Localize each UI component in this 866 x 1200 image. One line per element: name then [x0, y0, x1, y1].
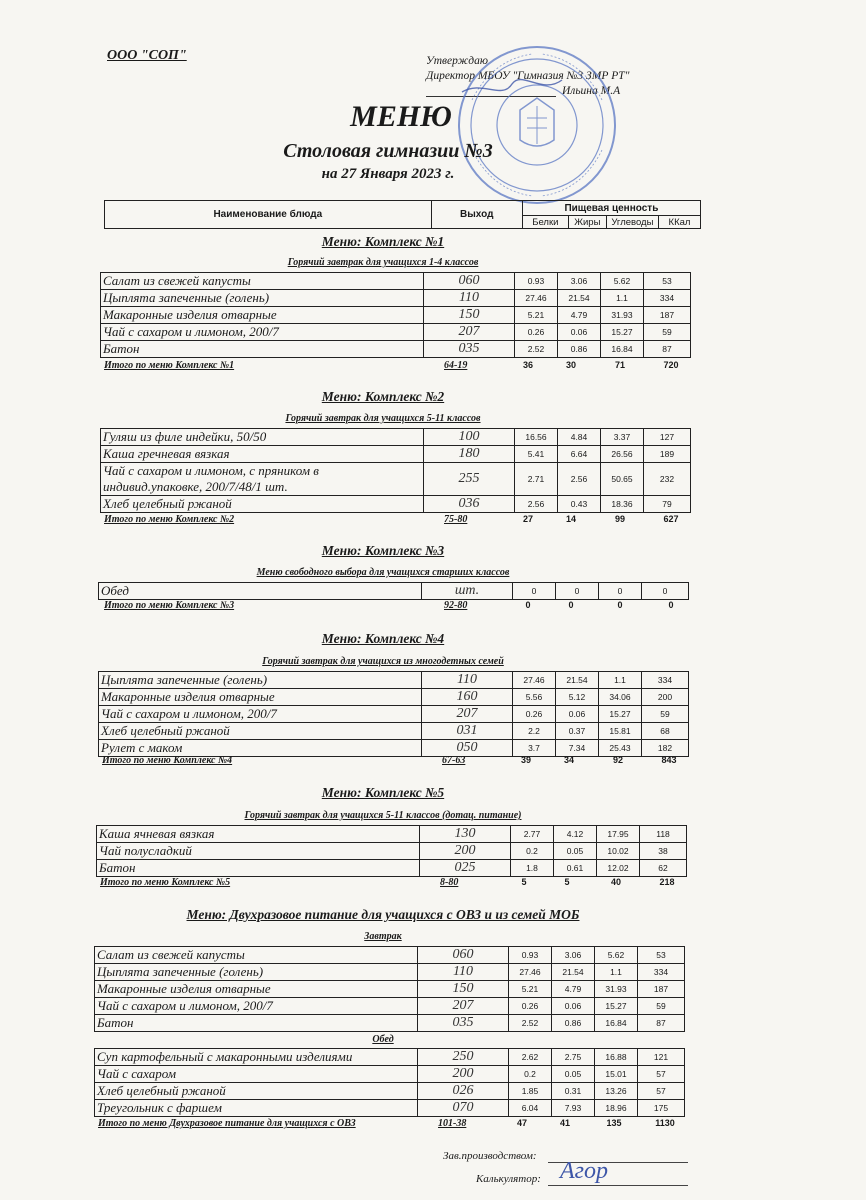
- total-output: 92-80: [444, 600, 468, 611]
- dish-protein: 0.26: [513, 706, 556, 723]
- dish-output: 150: [418, 981, 509, 998]
- dish-row: [95, 981, 685, 998]
- dish-name: Батон: [101, 341, 424, 358]
- col-output-header: Выход: [431, 201, 522, 229]
- dish-carbs: 1.1: [595, 964, 638, 981]
- total-fat: 34: [563, 755, 574, 765]
- dish-kcal: 59: [642, 706, 689, 723]
- dish-name: Цыплята запеченные (голень): [101, 290, 424, 307]
- dish-kcal: 334: [644, 290, 691, 307]
- dish-protein: 0.2: [511, 843, 554, 860]
- dish-protein: 0.26: [509, 998, 552, 1015]
- dish-protein: 5.41: [515, 446, 558, 463]
- dish-name: Рулет с маком: [99, 740, 422, 757]
- dish-protein: 0.93: [515, 273, 558, 290]
- dish-kcal: 79: [644, 496, 691, 513]
- calculator-signature: Агор: [560, 1158, 609, 1184]
- dish-protein: 2.71: [515, 463, 558, 496]
- dish-row: [101, 273, 691, 290]
- dish-fat: 21.54: [556, 672, 599, 689]
- dish-row: [101, 290, 691, 307]
- dish-kcal: 175: [638, 1100, 685, 1117]
- dish-row: [101, 341, 691, 358]
- dish-output: 036: [424, 496, 515, 513]
- dish-name: Хлеб целебный ржаной: [95, 1083, 418, 1100]
- dish-carbs: 13.26: [595, 1083, 638, 1100]
- total-output: 67-63: [442, 755, 466, 766]
- dish-name: Чай с сахаром и лимоном, 200/7: [101, 324, 424, 341]
- total-label: Итого по меню Комплекс №2: [104, 514, 235, 525]
- col-fat-header: Жиры: [568, 216, 606, 229]
- dish-carbs: 15.81: [599, 723, 642, 740]
- dish-row: [95, 1083, 685, 1100]
- total-kcal: 843: [661, 755, 677, 765]
- complex-6-lunch-table: [94, 1048, 685, 1117]
- total-kcal: 720: [663, 360, 679, 370]
- dish-row: [95, 1100, 685, 1117]
- dish-kcal: 57: [638, 1083, 685, 1100]
- dish-fat: 0.37: [556, 723, 599, 740]
- dish-row: [99, 740, 689, 757]
- dish-kcal: 334: [638, 964, 685, 981]
- dish-carbs: 50.65: [601, 463, 644, 496]
- dish-carbs: 12.02: [597, 860, 640, 877]
- complex-4-title: Меню: Комплекс №4: [321, 631, 445, 646]
- dish-name: Каша ячневая вязкая: [97, 826, 420, 843]
- dish-fat: 2.56: [558, 463, 601, 496]
- dish-name: Салат из свежей капусты: [95, 947, 418, 964]
- breakfast-label: Завтрак: [364, 931, 402, 942]
- complex-6-breakfast-table: [94, 946, 685, 1032]
- dish-kcal: 118: [640, 826, 687, 843]
- dish-kcal: 87: [638, 1015, 685, 1032]
- total-protein: 5: [521, 877, 527, 887]
- dish-name: Хлеб целебный ржаной: [101, 496, 424, 513]
- dish-fat: 7.93: [552, 1100, 595, 1117]
- dish-kcal: 57: [638, 1066, 685, 1083]
- dish-carbs: 15.27: [599, 706, 642, 723]
- dish-protein: 3.7: [513, 740, 556, 757]
- dish-fat: 0.06: [558, 324, 601, 341]
- dish-kcal: 0: [642, 583, 689, 600]
- dish-output: 130: [420, 826, 511, 843]
- dish-fat: 0.05: [552, 1066, 595, 1083]
- dish-protein: 5.56: [513, 689, 556, 706]
- dish-kcal: 53: [644, 273, 691, 290]
- total-carbs: 40: [610, 877, 621, 887]
- complex-5-subtitle: Горячий завтрак для учащихся 5-11 классов (дотац. питание): [244, 810, 522, 821]
- dish-output: 150: [424, 307, 515, 324]
- dish-kcal: 334: [642, 672, 689, 689]
- total-label: Итого по меню Двухразовое питание для учащихся с ОВЗ: [98, 1118, 356, 1129]
- total-protein: 0: [525, 600, 531, 610]
- dish-row: [97, 860, 687, 877]
- dish-output: 110: [418, 964, 509, 981]
- complex-2-subtitle: Горячий завтрак для учащихся 5-11 классов: [285, 413, 481, 424]
- dish-row: [99, 723, 689, 740]
- complex-6-title: Меню: Двухразовое питание для учащихся с ОВЗ и из семей МОБ: [186, 907, 580, 922]
- dish-row: [95, 998, 685, 1015]
- dish-protein: 2.56: [515, 496, 558, 513]
- dish-output: 035: [418, 1015, 509, 1032]
- dish-row: [101, 446, 691, 463]
- dish-fat: 0.86: [552, 1015, 595, 1032]
- dish-name: Гуляш из филе индейки, 50/50: [101, 429, 424, 446]
- dish-fat: 0.86: [558, 341, 601, 358]
- dish-kcal: 182: [642, 740, 689, 757]
- dish-carbs: 10.02: [597, 843, 640, 860]
- dish-name: Чай с сахаром и лимоном, с пряником в индивид.упаковке, 200/7/48/1 шт.: [101, 463, 424, 496]
- dish-name: Чай с сахаром и лимоном, 200/7: [99, 706, 422, 723]
- total-carbs: 99: [614, 514, 625, 524]
- total-label: Итого по меню Комплекс №5: [100, 877, 231, 888]
- dish-name: Макаронные изделия отварные: [99, 689, 422, 706]
- dish-protein: 2.52: [515, 341, 558, 358]
- total-label: Итого по меню Комплекс №1: [104, 360, 235, 371]
- dish-name: Чай с сахаром и лимоном, 200/7: [95, 998, 418, 1015]
- complex-5-table: [96, 825, 687, 877]
- dish-output: 100: [424, 429, 515, 446]
- dish-row: [95, 1066, 685, 1083]
- dish-carbs: 16.84: [601, 341, 644, 358]
- total-carbs: 92: [612, 755, 623, 765]
- dish-kcal: 232: [644, 463, 691, 496]
- dish-row: [97, 843, 687, 860]
- dish-row: [95, 1049, 685, 1066]
- total-output: 64-19: [444, 360, 468, 371]
- dish-fat: 0.31: [552, 1083, 595, 1100]
- dish-carbs: 26.56: [601, 446, 644, 463]
- dish-protein: 0.93: [509, 947, 552, 964]
- dish-protein: 5.21: [515, 307, 558, 324]
- dish-carbs: 3.37: [601, 429, 644, 446]
- dish-carbs: 18.96: [595, 1100, 638, 1117]
- total-label: Итого по меню Комплекс №3: [104, 600, 235, 611]
- col-name-header: Наименование блюда: [105, 201, 432, 229]
- page-title: МЕНЮ: [350, 100, 452, 133]
- dish-output: 207: [424, 324, 515, 341]
- canteen-name: Столовая гимназии №3: [283, 140, 493, 162]
- dish-fat: 0.06: [556, 706, 599, 723]
- dish-name: Суп картофельный с макаронными изделиями: [95, 1049, 418, 1066]
- total-label: Итого по меню Комплекс №4: [102, 755, 233, 766]
- total-carbs: 135: [606, 1118, 622, 1128]
- dish-row: [99, 689, 689, 706]
- dish-fat: 4.84: [558, 429, 601, 446]
- col-kcal-header: ККал: [658, 216, 700, 229]
- col-nutrition-header: Пищевая ценность: [522, 201, 700, 216]
- dish-protein: 1.85: [509, 1083, 552, 1100]
- dish-output: 200: [420, 843, 511, 860]
- dish-name: Треугольник с фаршем: [95, 1100, 418, 1117]
- dish-carbs: 0: [599, 583, 642, 600]
- dish-name: Хлеб целебный ржаной: [99, 723, 422, 740]
- dish-output: 160: [422, 689, 513, 706]
- dish-protein: 6.04: [509, 1100, 552, 1117]
- total-output: 75-80: [444, 514, 468, 525]
- dish-row: [101, 307, 691, 324]
- dish-row: [97, 826, 687, 843]
- dish-carbs: 31.93: [601, 307, 644, 324]
- dish-carbs: 15.27: [595, 998, 638, 1015]
- col-protein-header: Белки: [522, 216, 568, 229]
- dish-output: 026: [418, 1083, 509, 1100]
- dish-fat: 2.75: [552, 1049, 595, 1066]
- total-carbs: 71: [614, 360, 625, 370]
- dish-output: 060: [424, 273, 515, 290]
- head-of-production-label: Зав.производством:: [443, 1150, 537, 1162]
- dish-fat: 21.54: [552, 964, 595, 981]
- dish-name: Макаронные изделия отварные: [95, 981, 418, 998]
- dish-name: Каша гречневая вязкая: [101, 446, 424, 463]
- complex-3-title: Меню: Комплекс №3: [321, 543, 445, 558]
- dish-output: 031: [422, 723, 513, 740]
- calculator-label: Калькулятор:: [476, 1173, 541, 1185]
- dish-name: Макаронные изделия отварные: [101, 307, 424, 324]
- dish-kcal: 189: [644, 446, 691, 463]
- total-protein: 36: [522, 360, 533, 370]
- dish-output: 255: [424, 463, 515, 496]
- dish-carbs: 16.84: [595, 1015, 638, 1032]
- total-protein: 27: [522, 514, 533, 524]
- dish-fat: 0.06: [552, 998, 595, 1015]
- dish-row: [99, 583, 689, 600]
- dish-row: [95, 964, 685, 981]
- menu-date: на 27 Января 2023 г.: [321, 166, 455, 182]
- dish-carbs: 1.1: [599, 672, 642, 689]
- dish-output: 060: [418, 947, 509, 964]
- total-output: 8-80: [440, 877, 459, 888]
- dish-name: Обед: [99, 583, 422, 600]
- complex-5-title: Меню: Комплекс №5: [321, 785, 445, 800]
- dish-protein: 16.56: [515, 429, 558, 446]
- total-kcal: 0: [668, 600, 674, 610]
- total-fat: 41: [559, 1118, 570, 1128]
- dish-carbs: 5.62: [595, 947, 638, 964]
- total-kcal: 1130: [655, 1118, 675, 1128]
- dish-carbs: 16.88: [595, 1049, 638, 1066]
- dish-output: 050: [422, 740, 513, 757]
- dish-kcal: 127: [644, 429, 691, 446]
- dish-protein: 2.62: [509, 1049, 552, 1066]
- dish-row: [99, 706, 689, 723]
- lunch-label: Обед: [372, 1034, 394, 1045]
- dish-output: 207: [422, 706, 513, 723]
- complex-1-title: Меню: Комплекс №1: [321, 234, 445, 249]
- dish-fat: 4.79: [552, 981, 595, 998]
- dish-name: Батон: [95, 1015, 418, 1032]
- total-fat: 0: [568, 600, 574, 610]
- dish-name: Чай с сахаром: [95, 1066, 418, 1083]
- dish-name: Цыплята запеченные (голень): [99, 672, 422, 689]
- dish-fat: 7.34: [556, 740, 599, 757]
- dish-carbs: 5.62: [601, 273, 644, 290]
- dish-carbs: 1.1: [601, 290, 644, 307]
- dish-kcal: 200: [642, 689, 689, 706]
- dish-protein: 2.77: [511, 826, 554, 843]
- complex-1-subtitle: Горячий завтрак для учащихся 1-4 классов: [287, 257, 479, 268]
- dish-protein: 2.52: [509, 1015, 552, 1032]
- dish-row: [101, 463, 691, 496]
- dish-fat: 0.05: [554, 843, 597, 860]
- complex-3-subtitle: Меню свободного выбора для учащихся старших классов: [256, 567, 510, 578]
- dish-fat: 3.06: [558, 273, 601, 290]
- total-kcal: 627: [663, 514, 679, 524]
- calculator-signature-line: [548, 1185, 688, 1186]
- dish-kcal: 53: [638, 947, 685, 964]
- complex-4-subtitle: Горячий завтрак для учащихся из многодетных семей: [262, 656, 504, 667]
- complex-2-table: [100, 428, 691, 513]
- dish-protein: 2.2: [513, 723, 556, 740]
- dish-kcal: 59: [638, 998, 685, 1015]
- dish-carbs: 15.01: [595, 1066, 638, 1083]
- complex-1-table: [100, 272, 691, 358]
- total-fat: 14: [565, 514, 576, 524]
- dish-kcal: 121: [638, 1049, 685, 1066]
- complex-2-title: Меню: Комплекс №2: [321, 389, 445, 404]
- dish-kcal: 187: [644, 307, 691, 324]
- dish-output: 180: [424, 446, 515, 463]
- dish-output: 110: [422, 672, 513, 689]
- dish-kcal: 38: [640, 843, 687, 860]
- complex-3-table: [98, 582, 689, 600]
- dish-output: 110: [424, 290, 515, 307]
- dish-row: [95, 1015, 685, 1032]
- dish-fat: 0.61: [554, 860, 597, 877]
- dish-kcal: 187: [638, 981, 685, 998]
- dish-row: [101, 496, 691, 513]
- company-name: ООО "СОП": [107, 48, 187, 63]
- total-carbs: 0: [617, 600, 623, 610]
- dish-output: 250: [418, 1049, 509, 1066]
- total-protein: 39: [520, 755, 531, 765]
- dish-fat: 6.64: [558, 446, 601, 463]
- column-header-table: [104, 200, 701, 229]
- dish-fat: 4.12: [554, 826, 597, 843]
- dish-name: Салат из свежей капусты: [101, 273, 424, 290]
- dish-fat: 3.06: [552, 947, 595, 964]
- dish-output: 200: [418, 1066, 509, 1083]
- dish-kcal: 68: [642, 723, 689, 740]
- dish-fat: 21.54: [558, 290, 601, 307]
- dish-carbs: 17.95: [597, 826, 640, 843]
- dish-output: 207: [418, 998, 509, 1015]
- director-name: Ильина М.А: [562, 85, 621, 97]
- complex-4-table: [98, 671, 689, 757]
- dish-fat: 0.43: [558, 496, 601, 513]
- approval-line-2: Директор МБОУ "Гимназия №3 ЗМР РТ": [426, 70, 630, 82]
- total-fat: 5: [564, 877, 570, 887]
- dish-kcal: 87: [644, 341, 691, 358]
- dish-row: [101, 429, 691, 446]
- dish-carbs: 25.43: [599, 740, 642, 757]
- dish-output: шт.: [422, 583, 513, 600]
- dish-carbs: 18.36: [601, 496, 644, 513]
- dish-output: 025: [420, 860, 511, 877]
- dish-name: Чай полусладкий: [97, 843, 420, 860]
- dish-carbs: 34.06: [599, 689, 642, 706]
- total-fat: 30: [565, 360, 576, 370]
- dish-row: [95, 947, 685, 964]
- dish-protein: 27.46: [513, 672, 556, 689]
- dish-kcal: 59: [644, 324, 691, 341]
- dish-carbs: 15.27: [601, 324, 644, 341]
- dish-protein: 5.21: [509, 981, 552, 998]
- dish-protein: 1.8: [511, 860, 554, 877]
- dish-kcal: 62: [640, 860, 687, 877]
- dish-protein: 0.2: [509, 1066, 552, 1083]
- dish-row: [99, 672, 689, 689]
- dish-fat: 0: [556, 583, 599, 600]
- dish-carbs: 31.93: [595, 981, 638, 998]
- dish-name: Батон: [97, 860, 420, 877]
- approval-line-1: Утверждаю: [426, 55, 488, 67]
- dish-protein: 0: [513, 583, 556, 600]
- dish-protein: 0.26: [515, 324, 558, 341]
- dish-fat: 4.79: [558, 307, 601, 324]
- total-kcal: 218: [659, 877, 675, 887]
- total-output: 101-38: [438, 1118, 467, 1129]
- dish-name: Цыплята запеченные (голень): [95, 964, 418, 981]
- dish-protein: 27.46: [515, 290, 558, 307]
- dish-output: 070: [418, 1100, 509, 1117]
- dish-protein: 27.46: [509, 964, 552, 981]
- dish-row: [101, 324, 691, 341]
- dish-fat: 5.12: [556, 689, 599, 706]
- total-protein: 47: [516, 1118, 527, 1128]
- col-carbs-header: Углеводы: [606, 216, 658, 229]
- dish-output: 035: [424, 341, 515, 358]
